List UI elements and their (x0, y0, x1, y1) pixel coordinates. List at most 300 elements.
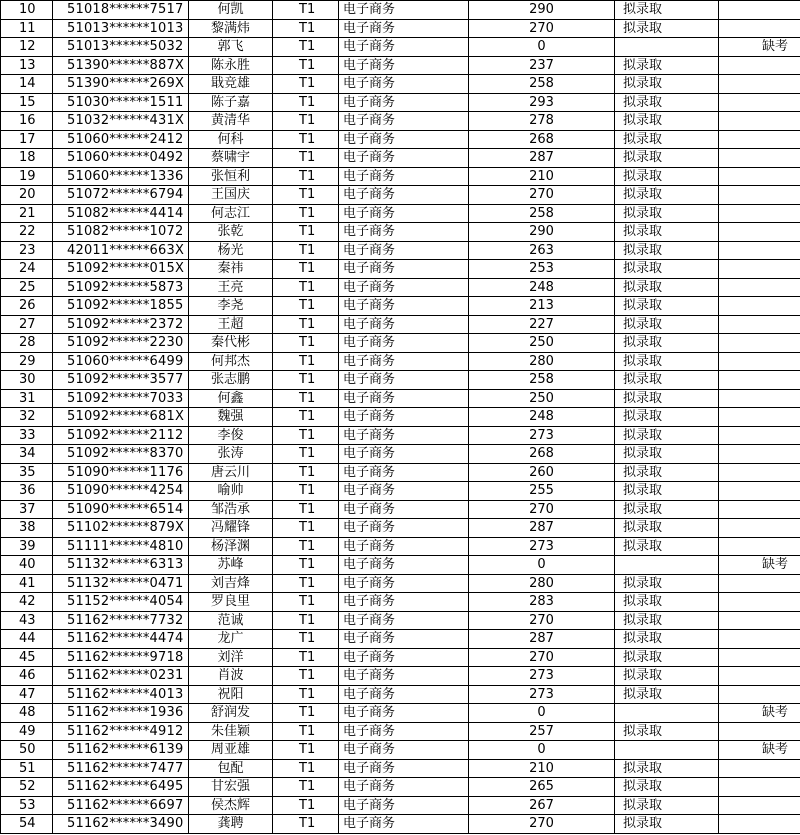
id-number-cell: 51090******4254 (53, 482, 189, 501)
remark-cell (719, 56, 800, 75)
table-row (1, 500, 800, 519)
admission-result-cell (615, 556, 719, 575)
row-number-cell: 53 (1, 796, 53, 815)
row-number-cell: 17 (1, 130, 53, 149)
remark-cell (719, 241, 800, 260)
table-row (1, 315, 800, 334)
major-cell: 电子商务 (339, 204, 469, 223)
category-code-cell: T1 (273, 241, 339, 260)
table-row (1, 741, 800, 760)
name-cell: 陈子嘉 (189, 93, 273, 112)
name-cell: 何凯 (189, 1, 273, 20)
row-number-cell: 19 (1, 167, 53, 186)
category-code-cell: T1 (273, 796, 339, 815)
major-cell: 电子商务 (339, 167, 469, 186)
id-number-cell: 51162******3490 (53, 815, 189, 834)
id-number-cell: 51162******6139 (53, 741, 189, 760)
major-cell: 电子商务 (339, 445, 469, 464)
name-cell: 何志江 (189, 204, 273, 223)
table-row (1, 167, 800, 186)
id-number-cell: 51092******015X (53, 260, 189, 279)
row-number-cell: 51 (1, 759, 53, 778)
table-row (1, 519, 800, 538)
remark-cell (719, 463, 800, 482)
admission-result-cell: 拟录取 (615, 611, 719, 630)
score-cell: 210 (469, 167, 615, 186)
row-number-cell: 26 (1, 297, 53, 316)
remark-cell (719, 389, 800, 408)
admission-result-cell: 拟录取 (615, 796, 719, 815)
id-number-cell: 51162******9718 (53, 648, 189, 667)
category-code-cell: T1 (273, 389, 339, 408)
major-cell: 电子商务 (339, 149, 469, 168)
remark-cell (719, 260, 800, 279)
table-row (1, 574, 800, 593)
major-cell: 电子商务 (339, 389, 469, 408)
table-row (1, 796, 800, 815)
name-cell: 黎满炜 (189, 19, 273, 38)
remark-cell (719, 500, 800, 519)
name-cell: 李尧 (189, 297, 273, 316)
row-number-cell: 38 (1, 519, 53, 538)
category-code-cell: T1 (273, 93, 339, 112)
admission-result-cell: 拟录取 (615, 482, 719, 501)
category-code-cell: T1 (273, 500, 339, 519)
score-cell: 273 (469, 667, 615, 686)
score-cell: 0 (469, 38, 615, 57)
admission-result-cell: 拟录取 (615, 722, 719, 741)
id-number-cell: 51162******0231 (53, 667, 189, 686)
remark-cell (719, 186, 800, 205)
admission-result-cell: 拟录取 (615, 648, 719, 667)
id-number-cell: 51082******1072 (53, 223, 189, 242)
name-cell: 何邦杰 (189, 352, 273, 371)
table-row (1, 685, 800, 704)
score-cell: 210 (469, 759, 615, 778)
major-cell: 电子商务 (339, 112, 469, 131)
admission-result-cell: 拟录取 (615, 315, 719, 334)
admission-result-cell: 拟录取 (615, 278, 719, 297)
remark-cell (719, 223, 800, 242)
remark-cell (719, 519, 800, 538)
table-row (1, 260, 800, 279)
row-number-cell: 10 (1, 1, 53, 20)
score-cell: 267 (469, 796, 615, 815)
admission-result-cell: 拟录取 (615, 445, 719, 464)
name-cell: 王国庆 (189, 186, 273, 205)
category-code-cell: T1 (273, 704, 339, 723)
major-cell: 电子商务 (339, 611, 469, 630)
row-number-cell: 23 (1, 241, 53, 260)
row-number-cell: 30 (1, 371, 53, 390)
name-cell: 龚聘 (189, 815, 273, 834)
id-number-cell: 51072******6794 (53, 186, 189, 205)
admission-result-cell: 拟录取 (615, 297, 719, 316)
major-cell: 电子商务 (339, 334, 469, 353)
major-cell: 电子商务 (339, 297, 469, 316)
row-number-cell: 50 (1, 741, 53, 760)
remark-cell (719, 722, 800, 741)
id-number-cell: 51162******4013 (53, 685, 189, 704)
table-row (1, 722, 800, 741)
table-row (1, 630, 800, 649)
table-row (1, 815, 800, 834)
row-number-cell: 45 (1, 648, 53, 667)
name-cell: 张志鹏 (189, 371, 273, 390)
category-code-cell: T1 (273, 556, 339, 575)
score-cell: 250 (469, 334, 615, 353)
remark-cell (719, 1, 800, 20)
table-row (1, 56, 800, 75)
remark-cell (719, 167, 800, 186)
major-cell: 电子商务 (339, 1, 469, 20)
id-number-cell: 51092******3577 (53, 371, 189, 390)
id-number-cell: 51162******4474 (53, 630, 189, 649)
table-row (1, 38, 800, 57)
row-number-cell: 14 (1, 75, 53, 94)
score-cell: 0 (469, 741, 615, 760)
major-cell: 电子商务 (339, 408, 469, 427)
major-cell: 电子商务 (339, 574, 469, 593)
remark-cell (719, 815, 800, 834)
row-number-cell: 33 (1, 426, 53, 445)
admission-result-cell: 拟录取 (615, 112, 719, 131)
id-number-cell: 51013******5032 (53, 38, 189, 57)
category-code-cell: T1 (273, 741, 339, 760)
major-cell: 电子商务 (339, 667, 469, 686)
admission-result-cell: 拟录取 (615, 19, 719, 38)
remark-cell (719, 796, 800, 815)
admission-result-cell: 拟录取 (615, 334, 719, 353)
name-cell: 包配 (189, 759, 273, 778)
category-code-cell: T1 (273, 445, 339, 464)
id-number-cell: 51092******7033 (53, 389, 189, 408)
table-row (1, 75, 800, 94)
category-code-cell: T1 (273, 519, 339, 538)
table-row (1, 426, 800, 445)
name-cell: 蔡啸宇 (189, 149, 273, 168)
table-row (1, 389, 800, 408)
row-number-cell: 13 (1, 56, 53, 75)
score-cell: 255 (469, 482, 615, 501)
name-cell: 邹浩承 (189, 500, 273, 519)
row-number-cell: 22 (1, 223, 53, 242)
remark-cell (719, 149, 800, 168)
major-cell: 电子商务 (339, 722, 469, 741)
name-cell: 杨泽渊 (189, 537, 273, 556)
name-cell: 肖波 (189, 667, 273, 686)
table-row (1, 778, 800, 797)
row-number-cell: 44 (1, 630, 53, 649)
table-body (1, 1, 800, 834)
admission-result-cell: 拟录取 (615, 537, 719, 556)
remark-cell (719, 630, 800, 649)
row-number-cell: 40 (1, 556, 53, 575)
remark-cell (719, 19, 800, 38)
admission-result-cell: 拟录取 (615, 593, 719, 612)
major-cell: 电子商务 (339, 186, 469, 205)
category-code-cell: T1 (273, 648, 339, 667)
remark-cell (719, 204, 800, 223)
score-cell: 260 (469, 463, 615, 482)
table-row (1, 593, 800, 612)
major-cell: 电子商务 (339, 648, 469, 667)
row-number-cell: 36 (1, 482, 53, 501)
score-cell: 248 (469, 408, 615, 427)
category-code-cell: T1 (273, 19, 339, 38)
table-row (1, 1, 800, 20)
remark-cell (719, 93, 800, 112)
remark-cell: 缺考 (719, 741, 800, 760)
major-cell: 电子商务 (339, 593, 469, 612)
category-code-cell: T1 (273, 56, 339, 75)
table-row (1, 648, 800, 667)
row-number-cell: 41 (1, 574, 53, 593)
score-cell: 258 (469, 204, 615, 223)
remark-cell (719, 445, 800, 464)
admission-result-cell: 拟录取 (615, 389, 719, 408)
row-number-cell: 52 (1, 778, 53, 797)
category-code-cell: T1 (273, 334, 339, 353)
table-row (1, 149, 800, 168)
name-cell: 刘吉烽 (189, 574, 273, 593)
score-cell: 257 (469, 722, 615, 741)
id-number-cell: 51162******7477 (53, 759, 189, 778)
row-number-cell: 37 (1, 500, 53, 519)
admission-result-cell: 拟录取 (615, 574, 719, 593)
table-row (1, 186, 800, 205)
name-cell: 苏峰 (189, 556, 273, 575)
admission-result-cell: 拟录取 (615, 186, 719, 205)
id-number-cell: 51162******6495 (53, 778, 189, 797)
remark-cell (719, 278, 800, 297)
id-number-cell: 51132******6313 (53, 556, 189, 575)
name-cell: 周亚雄 (189, 741, 273, 760)
table-row (1, 278, 800, 297)
score-cell: 270 (469, 648, 615, 667)
score-cell: 293 (469, 93, 615, 112)
name-cell: 朱佳颖 (189, 722, 273, 741)
score-cell: 268 (469, 130, 615, 149)
remark-cell (719, 685, 800, 704)
score-cell: 280 (469, 352, 615, 371)
category-code-cell: T1 (273, 278, 339, 297)
table-row (1, 704, 800, 723)
major-cell: 电子商务 (339, 223, 469, 242)
category-code-cell: T1 (273, 426, 339, 445)
row-number-cell: 16 (1, 112, 53, 131)
major-cell: 电子商务 (339, 56, 469, 75)
remark-cell (719, 112, 800, 131)
major-cell: 电子商务 (339, 278, 469, 297)
major-cell: 电子商务 (339, 556, 469, 575)
category-code-cell: T1 (273, 260, 339, 279)
table-row (1, 93, 800, 112)
category-code-cell: T1 (273, 611, 339, 630)
row-number-cell: 11 (1, 19, 53, 38)
table-row (1, 352, 800, 371)
major-cell: 电子商务 (339, 482, 469, 501)
table-row (1, 19, 800, 38)
major-cell: 电子商务 (339, 93, 469, 112)
row-number-cell: 34 (1, 445, 53, 464)
major-cell: 电子商务 (339, 19, 469, 38)
table-row (1, 371, 800, 390)
remark-cell (719, 408, 800, 427)
category-code-cell: T1 (273, 371, 339, 390)
admission-result-cell: 拟录取 (615, 241, 719, 260)
major-cell: 电子商务 (339, 38, 469, 57)
name-cell: 魏强 (189, 408, 273, 427)
category-code-cell: T1 (273, 759, 339, 778)
major-cell: 电子商务 (339, 130, 469, 149)
table-row (1, 223, 800, 242)
id-number-cell: 51092******2230 (53, 334, 189, 353)
table-row (1, 556, 800, 575)
major-cell: 电子商务 (339, 630, 469, 649)
category-code-cell: T1 (273, 815, 339, 834)
table-row (1, 667, 800, 686)
remark-cell (719, 334, 800, 353)
name-cell: 祝阳 (189, 685, 273, 704)
major-cell: 电子商务 (339, 426, 469, 445)
major-cell: 电子商务 (339, 352, 469, 371)
score-cell: 0 (469, 556, 615, 575)
id-number-cell: 51092******1855 (53, 297, 189, 316)
row-number-cell: 15 (1, 93, 53, 112)
category-code-cell: T1 (273, 186, 339, 205)
id-number-cell: 51092******2112 (53, 426, 189, 445)
score-cell: 273 (469, 685, 615, 704)
row-number-cell: 29 (1, 352, 53, 371)
row-number-cell: 18 (1, 149, 53, 168)
table-row (1, 204, 800, 223)
id-number-cell: 51162******4912 (53, 722, 189, 741)
score-cell: 290 (469, 223, 615, 242)
category-code-cell: T1 (273, 574, 339, 593)
major-cell: 电子商务 (339, 537, 469, 556)
score-cell: 287 (469, 630, 615, 649)
name-cell: 张乾 (189, 223, 273, 242)
remark-cell (719, 371, 800, 390)
score-cell: 278 (469, 112, 615, 131)
category-code-cell: T1 (273, 463, 339, 482)
row-number-cell: 46 (1, 667, 53, 686)
category-code-cell: T1 (273, 112, 339, 131)
category-code-cell: T1 (273, 130, 339, 149)
id-number-cell: 51390******887X (53, 56, 189, 75)
row-number-cell: 49 (1, 722, 53, 741)
category-code-cell: T1 (273, 315, 339, 334)
category-code-cell: T1 (273, 667, 339, 686)
score-cell: 213 (469, 297, 615, 316)
id-number-cell: 51060******1336 (53, 167, 189, 186)
table-row (1, 130, 800, 149)
row-number-cell: 25 (1, 278, 53, 297)
name-cell: 杨光 (189, 241, 273, 260)
id-number-cell: 51060******0492 (53, 149, 189, 168)
score-cell: 283 (469, 593, 615, 612)
major-cell: 电子商务 (339, 241, 469, 260)
admission-result-cell: 拟录取 (615, 426, 719, 445)
admission-result-cell: 拟录取 (615, 371, 719, 390)
remark-cell (719, 667, 800, 686)
score-cell: 253 (469, 260, 615, 279)
admission-result-cell (615, 38, 719, 57)
name-cell: 李俊 (189, 426, 273, 445)
id-number-cell: 51013******1013 (53, 19, 189, 38)
admission-result-cell: 拟录取 (615, 167, 719, 186)
admission-result-cell: 拟录取 (615, 463, 719, 482)
id-number-cell: 51132******0471 (53, 574, 189, 593)
score-cell: 248 (469, 278, 615, 297)
name-cell: 何鑫 (189, 389, 273, 408)
row-number-cell: 54 (1, 815, 53, 834)
name-cell: 侯杰辉 (189, 796, 273, 815)
major-cell: 电子商务 (339, 796, 469, 815)
admission-result-cell: 拟录取 (615, 130, 719, 149)
major-cell: 电子商务 (339, 315, 469, 334)
id-number-cell: 51092******681X (53, 408, 189, 427)
remark-cell (719, 75, 800, 94)
name-cell: 何科 (189, 130, 273, 149)
row-number-cell: 24 (1, 260, 53, 279)
remark-cell (719, 130, 800, 149)
id-number-cell: 51102******879X (53, 519, 189, 538)
id-number-cell: 51030******1511 (53, 93, 189, 112)
score-cell: 290 (469, 1, 615, 20)
table-row (1, 759, 800, 778)
major-cell: 电子商务 (339, 778, 469, 797)
remark-cell (719, 759, 800, 778)
score-cell: 270 (469, 19, 615, 38)
id-number-cell: 51082******4414 (53, 204, 189, 223)
remark-cell (719, 537, 800, 556)
admission-result-cell (615, 704, 719, 723)
name-cell: 郭飞 (189, 38, 273, 57)
major-cell: 电子商务 (339, 685, 469, 704)
score-cell: 258 (469, 371, 615, 390)
table-row (1, 112, 800, 131)
name-cell: 王亮 (189, 278, 273, 297)
name-cell: 舒润发 (189, 704, 273, 723)
admission-result-cell: 拟录取 (615, 149, 719, 168)
remark-cell (719, 648, 800, 667)
remark-cell (719, 778, 800, 797)
remark-cell (719, 574, 800, 593)
id-number-cell: 51090******1176 (53, 463, 189, 482)
score-cell: 270 (469, 500, 615, 519)
id-number-cell: 51092******2372 (53, 315, 189, 334)
name-cell: 范诚 (189, 611, 273, 630)
major-cell: 电子商务 (339, 759, 469, 778)
remark-cell: 缺考 (719, 38, 800, 57)
admission-result-cell: 拟录取 (615, 260, 719, 279)
score-cell: 270 (469, 186, 615, 205)
name-cell: 刘洋 (189, 648, 273, 667)
score-cell: 268 (469, 445, 615, 464)
row-number-cell: 39 (1, 537, 53, 556)
name-cell: 戢竞雄 (189, 75, 273, 94)
admission-result-cell: 拟录取 (615, 685, 719, 704)
id-number-cell: 51162******6697 (53, 796, 189, 815)
major-cell: 电子商务 (339, 260, 469, 279)
table-row (1, 408, 800, 427)
category-code-cell: T1 (273, 167, 339, 186)
major-cell: 电子商务 (339, 371, 469, 390)
category-code-cell: T1 (273, 352, 339, 371)
category-code-cell: T1 (273, 778, 339, 797)
